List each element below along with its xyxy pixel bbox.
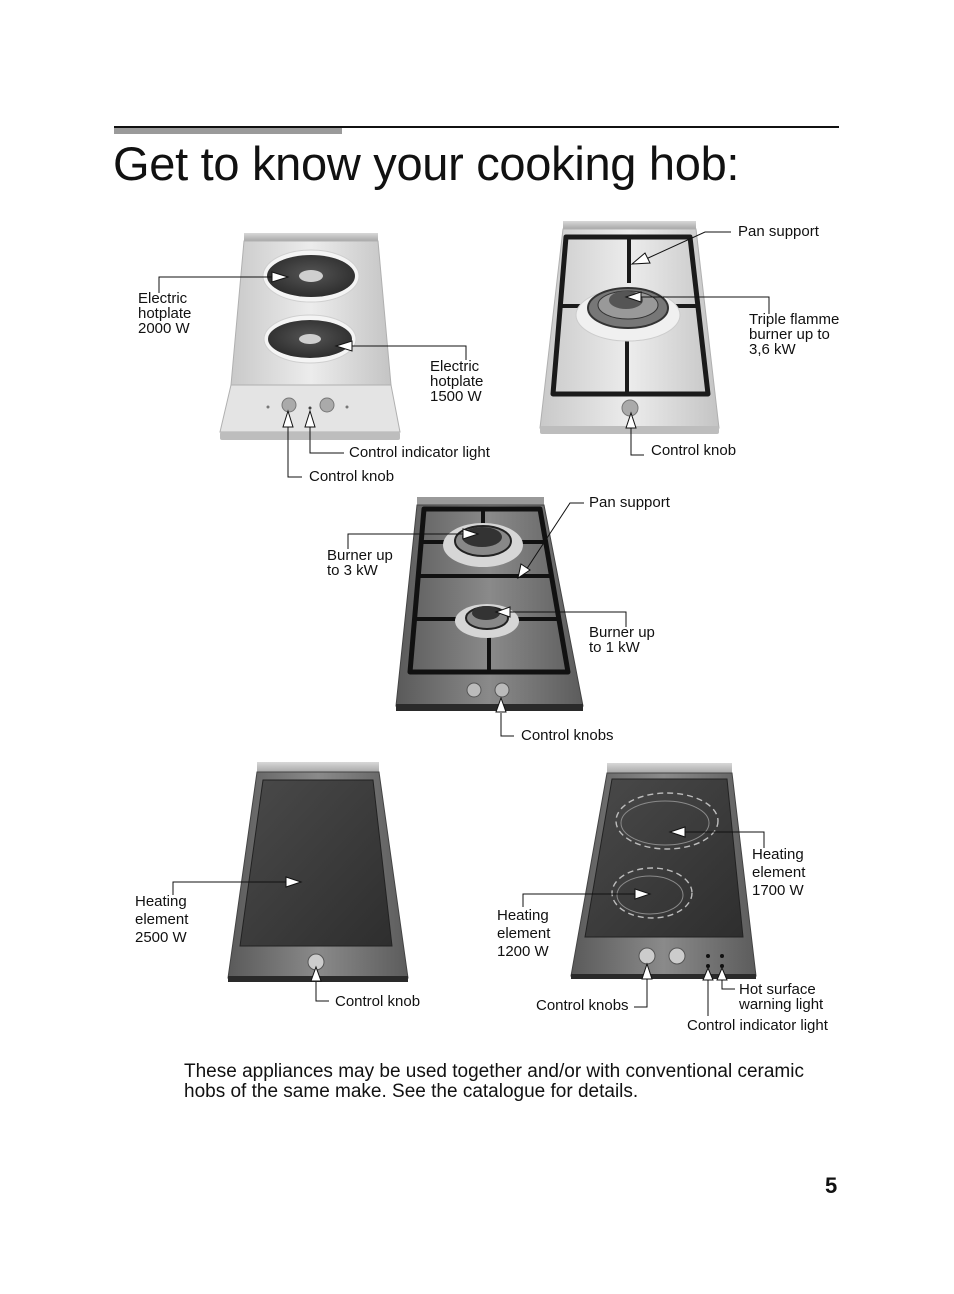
page-title: Get to know your cooking hob: <box>113 137 740 190</box>
footnote: These appliances may be used together and/or with conventional ceramic hobs of the same make. See the catalogue for details. <box>184 1061 804 1102</box>
burner-small <box>472 606 500 620</box>
label-electric-hotplate-2000: Electric hotplate 2000 W <box>138 290 192 337</box>
label-heating-element-2500: Heating element 2500 W <box>135 893 189 946</box>
heating-element-2500 <box>240 780 392 946</box>
control-knob-right[interactable] <box>320 398 334 412</box>
control-knob-left[interactable] <box>639 948 655 964</box>
control-knob-right[interactable] <box>669 948 685 964</box>
label-hot-surface-warning-light: Hot surface warning light <box>739 981 824 1013</box>
label-control-knobs-gas: Control knobs <box>521 727 614 744</box>
label-control-indicator-light: Control indicator light <box>349 444 490 461</box>
label-electric-hotplate-1500: Electric hotplate 1500 W <box>430 358 484 405</box>
ceramic-double-hob <box>523 763 764 1016</box>
electric-hob <box>159 233 466 477</box>
label-heating-element-1200: Heating element 1200 W <box>497 907 551 960</box>
control-knob[interactable] <box>622 400 638 416</box>
label-control-knob-electric: Control knob <box>309 468 395 485</box>
label-pan-support-gas: Pan support <box>589 494 670 511</box>
label-control-knob-ceramic: Control knob <box>335 993 421 1010</box>
gas-hob <box>348 497 626 736</box>
control-knob-right[interactable] <box>495 683 509 697</box>
label-control-knob-triple: Control knob <box>651 442 737 459</box>
label-pan-support-triple: Pan support <box>738 223 819 240</box>
ceramic-single-hob <box>173 762 408 1001</box>
control-knob-left[interactable] <box>282 398 296 412</box>
control-knob-left[interactable] <box>467 683 481 697</box>
page-number: 5 <box>825 1173 838 1198</box>
label-burner-1kw: Burner up to 1 kW <box>589 624 655 656</box>
label-control-knobs-ceramic: Control knobs <box>536 997 629 1014</box>
label-control-indicator-light-ceramic: Control indicator light <box>687 1017 828 1034</box>
label-heating-element-1700: Heating element 1700 W <box>752 846 806 899</box>
label-triple-flamme-burner: Triple flamme burner up to 3,6 kW <box>749 311 840 358</box>
triple-flame-hob <box>540 221 769 455</box>
label-burner-3kw: Burner up to 3 kW <box>327 547 393 579</box>
